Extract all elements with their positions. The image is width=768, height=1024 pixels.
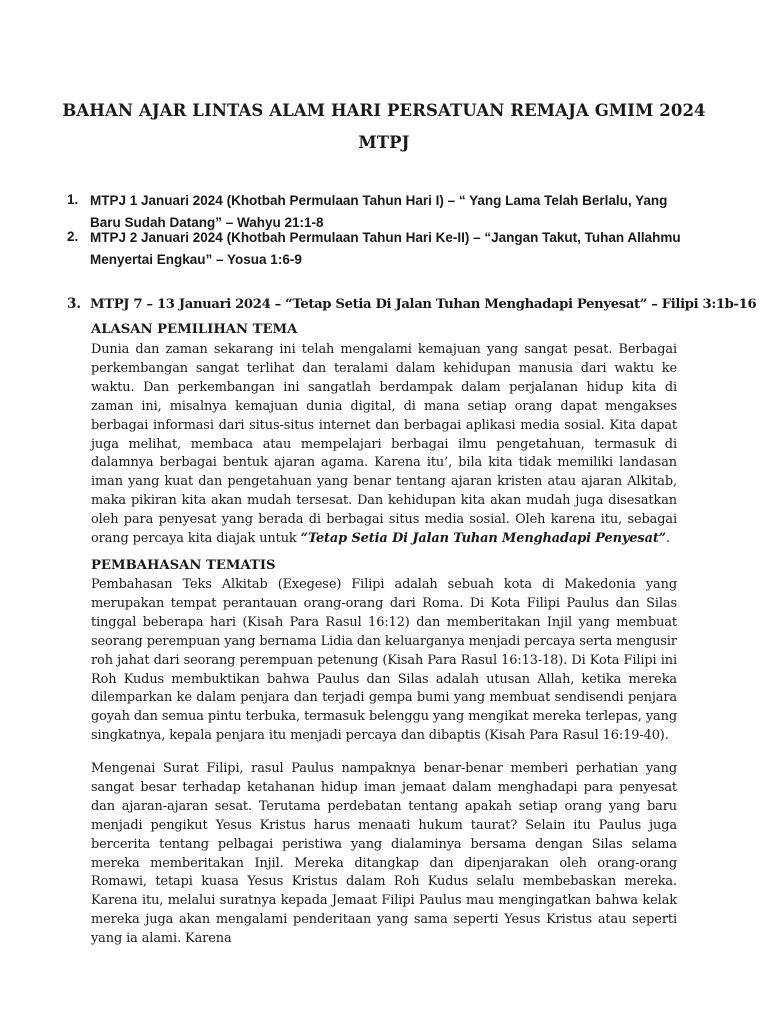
paragraph-pembahasan-1: Pembahasan Teks Alkitab (Exegese) Filipi adalah sebuah kota di Makedonia yang merupakan tempat perantauan orang-orang dari Roma. Di Kota Filipi Paulus dan Silas tinggal beberapa hari (Kisah Para Rasul 16:12) dan memberitakan Injil yang membuat seorang perempuan yang bernama Lidia dan keluarganya menjadi percaya serta mengusir roh jahat dari seorang perempuan petenung (Kisah Para Rasul 16:13-18). Di Kota Filipi ini Roh Kudus membuktikan bahwa Paulus dan Silas adalah utusan Allah, ketika mereka dilemparkan ke dalam penjara dan terjadi gempa bumi yang membuat sendisendi penjara goyah dan semua pintu terbuka, termasuk belenggu yang mengikat mereka terlepas, yang singkatnya, kepala penjara itu menjadi percaya dan dibaptis (Kisah Para Rasul 16:19-40). [91,577,677,744]
item-3-text: MTPJ 7 – 13 Januari 2024 – “Tetap Setia Di Jalan Tuhan Menghadapi Penyesat” – Filipi 3:1b-16 [90,297,757,312]
item-1-number: 1. [67,192,79,207]
item-1-text: MTPJ 1 Januari 2024 (Khotbah Permulaan Tahun Hari I) – “ Yang Lama Telah Berlalu, Yang Baru Sudah Datang” – Wahyu 21:1-8 [90,193,668,230]
alasan-text: Dunia dan zaman sekarang ini telah mengalami kemajuan yang sangat pesat. Berbagai perkembangan sangat terlihat dan teralami dalam kehidupan manusia dari waktu ke waktu. Dan perkembangan ini sangatlah berdampak dalam perjalanan hidup kita di zaman ini, misalnya kemajuan dunia digital, di mana setiap orang dapat mengakses berbagai informasi dari situs-situs internet dan berbagai aplikasi media sosial. Kita dapat juga melihat, membaca atau mempelajari berbagai ilmu pengetahuan, termasuk di dalamnya berbagai bentuk ajaran agama. Karena itu’, bila kita tidak memiliki landasan iman yang kuat dan pengetahuan yang benar tentang ajaran kristen atau ajaran Alkitab, maka pikiran kita akan mudah tersesat. Dan kehidupan kita akan mudah juga disesatkan oleh para penyesat yang berada di berbagai situs media sosial. Oleh karena itu, sebagai orang percaya kita diajak untuk [91,342,677,547]
title-line-2: MTPJ [358,133,410,152]
item-2-number: 2. [67,229,79,244]
section-heading-pembahasan: PEMBAHASAN TEMATIS [91,558,276,573]
paragraph-pembahasan-2: Mengenai Surat Filipi, rasul Paulus nampaknya benar-benar memberi perhatian yang sangat besar terhadap ketahanan hidup iman jemaat dalam menghadapi para penyesat dan ajaran-ajaran sesat. Terutama perdebatan tentang apakah setiap orang yang baru menjadi pengikut Yesus Kristus harus menaati hukum taurat? Selain itu Paulus juga bercerita tentang pelbagai peristiwa yang dialaminya bersama dengan Silas selama mereka memberitakan Injil. Mereka ditangkap dan dipenjarakan oleh orang-orang Romawi, tetapi kuasa Yesus Kristus dalam Roh Kudus selalu membebaskan mereka. Karena itu, melalui suratnya kepada Jemaat Filipi Paulus mau mengingatkan bahwa kelak mereka juga akan mengalami penderitaan yang sama seperti Yesus Kristus atau seperti yang ia alami. Karena [91,761,677,947]
paragraph-alasan [91,341,677,549]
title-line-1: BAHAN AJAR LINTAS ALAM HARI PERSATUAN REMAJA GMIM 2024 [62,101,706,120]
alasan-emphasis: “Tetap Setia Di Jalan Tuhan Menghadapi Penyesat” [300,531,666,547]
alasan-text-end: . [666,531,670,547]
section-heading-alasan: ALASAN PEMILIHAN TEMA [91,322,298,337]
document-title [40,95,728,159]
item-2-text: MTPJ 2 Januari 2024 (Khotbah Permulaan Tahun Hari Ke-II) – “Jangan Takut, Tuhan Allahmu Menyertai Engkau” – Yosua 1:6-9 [90,230,681,267]
item-3-number: 3. [67,296,82,312]
